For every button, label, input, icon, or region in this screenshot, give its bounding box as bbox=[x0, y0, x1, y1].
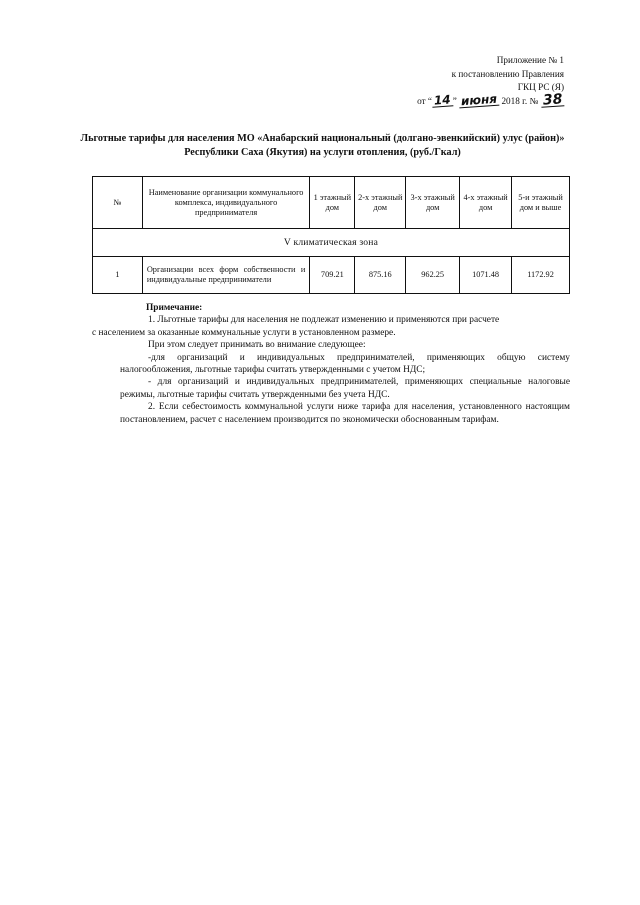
notes-section bbox=[92, 302, 570, 426]
row-organization: Организации всех форм собственности и индивидуальные предприниматели bbox=[142, 257, 310, 294]
note-1: 1. Льготные тарифы для населения не подлежат изменению и применяются при расчете bbox=[148, 315, 500, 326]
handwritten-number: 38 bbox=[541, 91, 563, 109]
appendix-date-line bbox=[304, 91, 564, 109]
appendix-authority: ГКЦ РС (Я) bbox=[517, 82, 564, 93]
appendix-header bbox=[304, 54, 564, 108]
date-mid: ” bbox=[452, 95, 460, 106]
appendix-title: Приложение № 1 bbox=[496, 55, 564, 65]
note-4: - для организаций и индивидуальных предпринимателей, применяющих специальные налоговые режимы, льготные тарифы считать утвержденными без учета НДС. bbox=[120, 377, 570, 400]
header-1-floor: 1 этажный дом bbox=[310, 177, 355, 229]
header-organization: Наименование организации коммунального комплекса, индивидуального предпринимателя bbox=[142, 177, 310, 229]
table-header-row bbox=[93, 177, 570, 229]
header-4-floor: 4-х этажный дом bbox=[460, 177, 512, 229]
note-5: 2. Если себестоимость коммунальной услуги ниже тарифа для населения, установленного настоящим постановлением, расчет с населением производится по экономически обоснованным тарифам. bbox=[120, 402, 570, 425]
header-5-floor: 5-и этажный дом и выше bbox=[512, 177, 570, 229]
notes-title: Примечание: bbox=[146, 303, 203, 313]
document-title: Льготные тарифы для населения МО «Анабарский национальный (долгано-эвенкийский) улус (район)» Республики Саха (Якутия) на услуги отопления, (руб./Гкал) bbox=[80, 133, 565, 158]
value-3-floor: 962.25 bbox=[406, 257, 460, 294]
climate-zone-label: V климатическая зона bbox=[93, 229, 570, 257]
header-3-floor: 3-х этажный дом bbox=[406, 177, 460, 229]
handwritten-day: 14 bbox=[433, 92, 452, 108]
row-number: 1 bbox=[93, 257, 143, 294]
header-2-floor: 2-х этажный дом bbox=[355, 177, 406, 229]
value-5-floor: 1172.92 bbox=[512, 257, 570, 294]
date-year: 2018 г. № bbox=[499, 95, 541, 106]
value-4-floor: 1071.48 bbox=[460, 257, 512, 294]
table-row bbox=[93, 257, 570, 294]
header-number: № bbox=[93, 177, 143, 229]
zone-row bbox=[93, 229, 570, 257]
tariff-table bbox=[92, 176, 570, 294]
note-1-continued: с населением за оказанные коммунальные услуги в установленном размере. bbox=[92, 327, 396, 338]
handwritten-month: июня bbox=[460, 91, 498, 109]
note-2: При этом следует принимать во внимание следующее: bbox=[148, 340, 366, 351]
appendix-resolution: к постановлению Правления bbox=[451, 68, 564, 79]
date-prefix: от “ bbox=[417, 95, 432, 106]
value-1-floor: 709.21 bbox=[310, 257, 355, 294]
value-2-floor: 875.16 bbox=[355, 257, 406, 294]
note-3: -для организаций и индивидуальных предпринимателей, применяющих общую систему налогообложения, льготные тарифы считать утвержденными с учетом НДС; bbox=[120, 352, 570, 376]
